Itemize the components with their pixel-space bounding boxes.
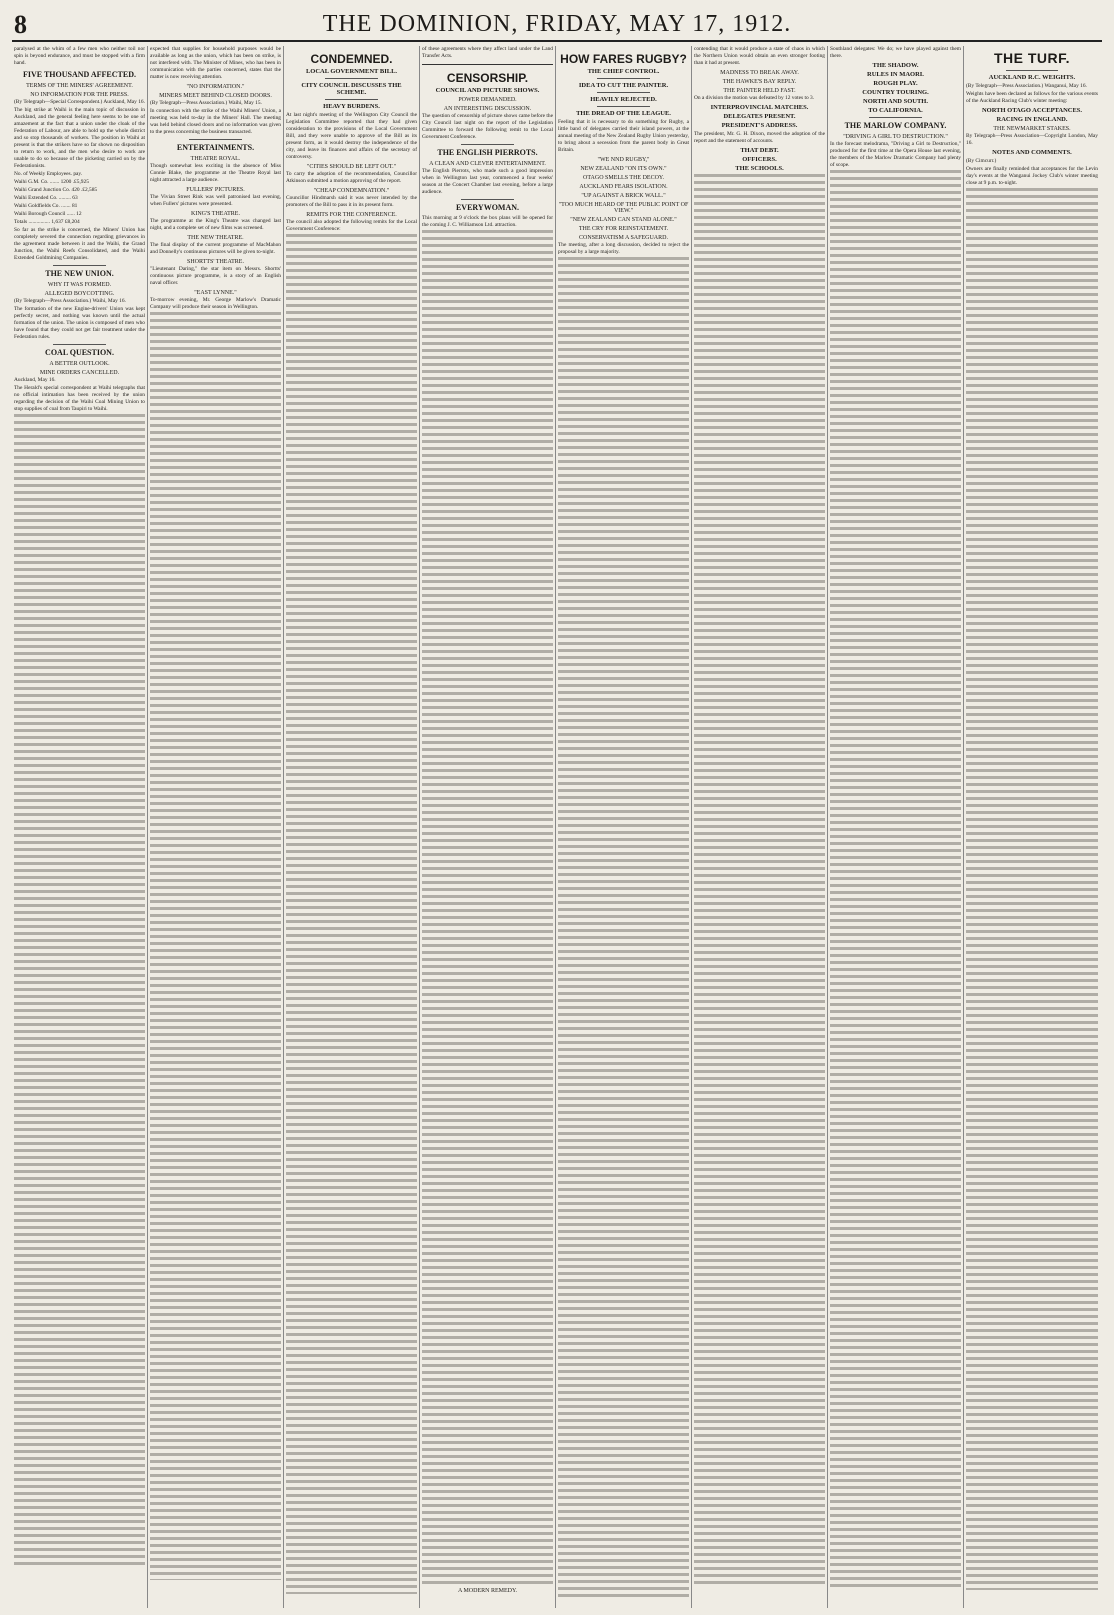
article-subhead: SHORTTS' THEATRE. [187,259,244,265]
article-subhead: THE SCHOOLS. [735,165,784,172]
article-subhead: POWER DEMANDED. [458,97,517,103]
table-row: Waihi Grand Junction Co. 420 .£2,585 [14,187,98,193]
table-total: Totals ................ 1,637 £8,204 [14,219,80,225]
article-subhead: LOCAL GOVERNMENT BILL. [305,68,398,75]
article-subhead: THE HAWKE'S BAY REPLY. [722,79,797,85]
column-5 [556,46,692,1608]
article-subhead: THE PAINTER HELD FAST. [723,88,796,94]
table-row: Waihi Extended Co. ......... 63 [14,195,78,201]
byline: (By Cimcurr.) [966,158,997,164]
column-8 [964,46,1100,1608]
article-subhead: MADNESS TO BREAK AWAY. [720,70,799,76]
byline: (By Telegraph—Press Association.) Waihi, May 16. [14,298,126,304]
byline: (By Telegraph—Special Correspondent.) Auckland, May 16. [14,99,145,105]
article-subhead: "UP AGAINST A BRICK WALL." [581,193,666,199]
article-subhead: THEATRE ROYAL. [190,156,241,162]
filler-text [558,257,689,1598]
article-body: To carry the adoption of the recommendation, Councillor Atkinson submitted a motion approving of the report. [286,171,417,184]
article-subhead: NORTH OTAGO ACCEPTANCES. [981,107,1083,114]
article-subhead: NORTH AND SOUTH. [863,98,928,105]
article-subhead: WHY IT WAS FORMED. [47,282,112,288]
article-subhead: COUNTRY TOURING. [862,89,929,96]
article-subhead: MINERS MEET BEHIND CLOSED DOORS. [159,93,272,99]
article-subhead: OTAGO SMELLS THE DECOY. [583,175,664,181]
article-subhead: THE NEWMARKET STAKES. [993,126,1071,132]
columns [12,46,1102,1608]
article-headline-five-thousand: FIVE THOUSAND AFFECTED. [23,70,136,79]
filler-text [830,170,961,1588]
article-subhead: RACING IN ENGLAND. [996,116,1068,123]
table-row: Waihi Borough Council ...... 12 [14,211,82,217]
column-6 [692,46,828,1608]
article-subhead: "CITIES SHOULD BE LEFT OUT." [306,164,397,170]
article-subhead: THE CRY FOR REINSTATEMENT. [578,226,669,232]
article-subhead: MINE ORDERS CANCELLED. [39,370,120,376]
article-body: At last night's meeting of the Wellington City Council the Legislation Committee reported that they had given consideration to the provisions of the Local Government Bill, and they were unable to approve of the Bill as its present form, as it would destroy the independence of the city, and leave its finances and affairs of the secretary of controversy. [286,112,417,160]
filler-text [694,174,825,1588]
article-body: The Herald's special correspondent at Waihi telegraphs that no official intimation has been received by the union regarding the decision of the Waihi Coal Mining Union to stop supplies of coal from Taupiri to Waihi. [14,385,145,412]
article-body: The council also adopted the following remits for the Local Government Conference: [286,219,417,232]
article-subhead: AN INTERESTING DISCUSSION. [443,106,532,112]
table-row: Waihi Goldfields Co. ....... 81 [14,203,78,209]
article-subhead: OFFICERS. [742,156,777,163]
article-subhead: "WE NND RUGBY," [597,157,650,163]
article-subhead: TO CALIFORNIA. [868,107,923,114]
article-headline-new-union: THE NEW UNION. [45,269,114,278]
newspaper-page [12,8,1102,1608]
article-subhead: INTERPROVINCIAL MATCHES. [710,104,809,111]
column-1 [12,46,148,1608]
article-subhead: RULES IN MAORI. [867,71,924,78]
article-headline-turf: THE TURF. [993,50,1071,66]
article-body: So far as the strike is concerned, the Miners' Union has completely severed the connection regarding grievances in the agreement made between it and the Waihi, the Grand Junction, the Waihi Reefs Consolidated, and the Waihi Extended Goldmining Companies. [14,227,145,261]
article-body: On a division the motion was defeated by 12 votes to 3. [694,95,815,101]
article-subhead: "DRIVING A GIRL TO DESTRUCTION." [843,134,948,140]
article-body: The English Pierrots, who made such a good impression when in Wellington last year, commenced a four weeks' season at the Concert Chamber last evening, before a large audience. [422,168,553,195]
article-subhead: IDEA TO CUT THE PAINTER. [578,82,669,89]
article-body: This morning at 9 o'clock the box plans will be opened for the coming J. C. Williamson Ltd. attraction. [422,215,553,228]
article-headline-entertainments: ENTERTAINMENTS. [176,143,255,152]
column-4 [420,46,556,1608]
column-3 [284,46,420,1608]
article-subhead: NEW ZEALAND "ON ITS OWN." [580,166,667,172]
filler-text [422,230,553,1585]
article-subhead: NO INFORMATION FOR THE PRESS. [30,92,129,98]
column-2 [148,46,284,1608]
article-subhead: FULLERS' PICTURES. [186,187,245,193]
article-body: Councillor Hindmarsh said it was never intended by the promoters of the Bill to pass it in its present form. [286,195,417,208]
article-subhead: "NEW ZEALAND CAN STAND ALONE." [570,217,677,223]
article-subhead: A CLEAN AND CLEVER ENTERTAINMENT. [429,161,546,167]
byline: Auckland, May 16. [14,377,56,383]
article-body: The big strike at Waihi is the main topic of discussion in Auckland, and the general feeling here seems to be one of amazement at the fact that a union under the cloak of the Federation of Labour, are able to hold up the whole district and so stop thousands of workers. The position in Waihi at present is that the strikers have so far shown no disposition to return to work, and the men who desire to work are unable to do so because of the picketing carried on by the Federationists. [14,107,145,169]
article-subhead: AUCKLAND FEARS ISOLATION. [579,184,668,190]
article-body: The Vivian Street Rink was well patronised last evening, when Fullers' pictures were presented. [150,194,281,207]
article-body: The president, Mr. G. H. Dixon, moved the adoption of the report and the statement of accounts. [694,131,825,144]
article-body: The question of censorship of picture shows came before the City Council last night on the report of the Legislation Committee to forward the following remit to the Local Government Conference. [422,113,553,140]
article-subhead: COUNCIL AND PICTURE SHOWS. [435,87,540,94]
article-subhead: NOTES AND COMMENTS. [992,149,1072,156]
article-subhead: "CHEAP CONDEMNATION." [313,188,390,194]
article-headline-rugby: HOW FARES RUGBY? [560,52,687,66]
filler-text [966,188,1098,1590]
article-body: The meeting, after a long discussion, decided to reject the proposal by a large majority. [558,242,689,255]
article-headline-coal-question: COAL QUESTION. [45,348,114,357]
article-body: In connection with the strike of the Waihi Miners' Union, a meeting was held to-day in the Miners' Hall. The meeting was held behind closed doors and no information was given to the press concerning the business transacted. [150,108,281,135]
article-subhead: THE NEW THEATRE. [187,235,244,241]
article-subhead: A BETTER OUTLOOK. [49,361,110,367]
article-subhead: KING'S THEATRE. [191,211,240,217]
article-body: To-morrow evening, Mr. George Marlow's Dramatic Company will produce their season in Wellington. [150,297,281,310]
article-body: The formation of the new Engine-drivers' Union was kept perfectly secret, and nothing was known until the actual formation of the union. The union is composed of men who have found that they could not get fair treatment under the Federation rules. [14,306,145,340]
article-body: expected that supplies for household purposes would be available as long as the union, which has been on strike, is not interfered with. The Minister of Mines, who has been in communication with the parties concerned, states that the matter is now receiving attention. [150,46,281,80]
article-subhead: ALLEGED BOYCOTTING. [44,291,115,297]
article-subhead: THE CHIEF CONTROL. [587,68,660,75]
article-subhead: CONSERVATISM A SAFEGUARD. [579,235,668,241]
article-body: contending that it would produce a state of chaos in which the Northern Union would obtain an even stronger footing than it had at present. [694,46,825,66]
article-subhead: THE DREAD OF THE LEAGUE. [576,110,671,117]
article-subhead: "NO INFORMATION." [186,84,245,90]
article-body: of these agreements where they affect land under the Land Transfer Acts. [422,46,553,59]
article-subhead: PRESIDENT'S ADDRESS. [721,122,798,129]
article-body: In the forecast melodrama, "Driving a Girl to Destruction," produced for the first time at the Opera House last evening, the members of the Marlow Dramatic Company had plenty of scope. [830,141,961,168]
byline: (By Telegraph—Press Association.) Wanganui, May 16. [966,83,1087,89]
article-headline-marlow-company: THE MARLOW COMPANY. [844,121,947,130]
article-headline-censorship: CENSORSHIP. [446,71,529,85]
advertisement-title: A MODERN REMEDY. [457,1588,518,1594]
article-headline-english-pierrots: THE ENGLISH PIERROTS. [437,148,538,157]
article-headline-condemned: CONDEMNED. [310,52,393,66]
column-1-intro: paralysed at the whim of a few men who neither toil nor spin is beyond endurance, and must be stopped with a firm hand. [14,46,145,66]
article-body: Weights have been declared as follows for the various events of the Auckland Racing Club's winter meeting: [966,91,1098,104]
article-subhead: THAT DEBT. [740,147,779,154]
article-subhead: DELEGATES PRESENT. [723,113,796,120]
article-subhead: ROUGH PLAY. [873,80,918,87]
article-subhead: TERMS OF THE MINERS' AGREEMENT. [26,83,133,89]
column-7 [828,46,964,1608]
article-subhead: HEAVILY REJECTED. [590,96,657,103]
article-body: Feeling that it is necessary to do something for Rugby, a little band of delegates carried their island powers, at the annual meeting of the New Zealand Rugby Union yesterday, to bring about a secession from the parent body in Great Britain. [558,119,689,153]
newspaper-title: THE DOMINION, FRIDAY, MAY 17, 1912. [322,11,792,37]
masthead [12,8,1102,42]
table-row: Waihi G.M. Co. ....... 1200 .£5,925 [14,179,89,185]
article-body: Owners are finally reminded that acceptances for the Levin day's events at the Wanganui Jockey Club's winter meeting close at 9 p.m. to-night. [966,166,1098,186]
filler-text [150,312,281,1580]
article-subhead: THE SHADOW. [872,62,919,69]
article-body: The final display of the current programme of MacMahon and Donnelly's continuous pictures will be given to-night. [150,242,281,255]
article-body: The programme at the King's Theatre was changed last night, and a complete set of new films was screened. [150,218,281,231]
page-number: 8 [14,10,27,39]
article-subhead: CITY COUNCIL DISCUSSES THE SCHEME. [301,82,402,96]
byline: By Telegraph—Press Association—Copyright London, May 16. [966,133,1098,146]
article-subhead: AUCKLAND R.C. WEIGHTS. [988,74,1076,81]
byline: (By Telegraph—Press Association.) Waihi, May 15. [150,100,262,106]
article-subhead: HEAVY BURDENS. [323,103,380,110]
article-body: Though somewhat less exciting in the absence of Miss Connie Blake, the programme at the Theatre Royal last night attracted a large audience. [150,163,281,183]
article-body: Southland delegates: We do; we have played against them there. [830,46,961,59]
article-subhead: "EAST LYNNE." [194,290,237,296]
table-header: No. of Weekly Employees. pay. [14,171,83,177]
article-subhead: REMITS FOR THE CONFERENCE. [306,212,397,218]
article-headline-everywoman: EVERYWOMAN. [455,203,520,212]
filler-text [286,234,417,1594]
article-body: "Lieutenant Daring," the star item on Messrs. Shortts' continuous picture programme, is a story of an English naval officer. [150,266,281,286]
filler-text [14,414,145,1568]
article-subhead: "TOO MUCH HEARD OF THE PUBLIC POINT OF VIEW." [558,202,689,214]
